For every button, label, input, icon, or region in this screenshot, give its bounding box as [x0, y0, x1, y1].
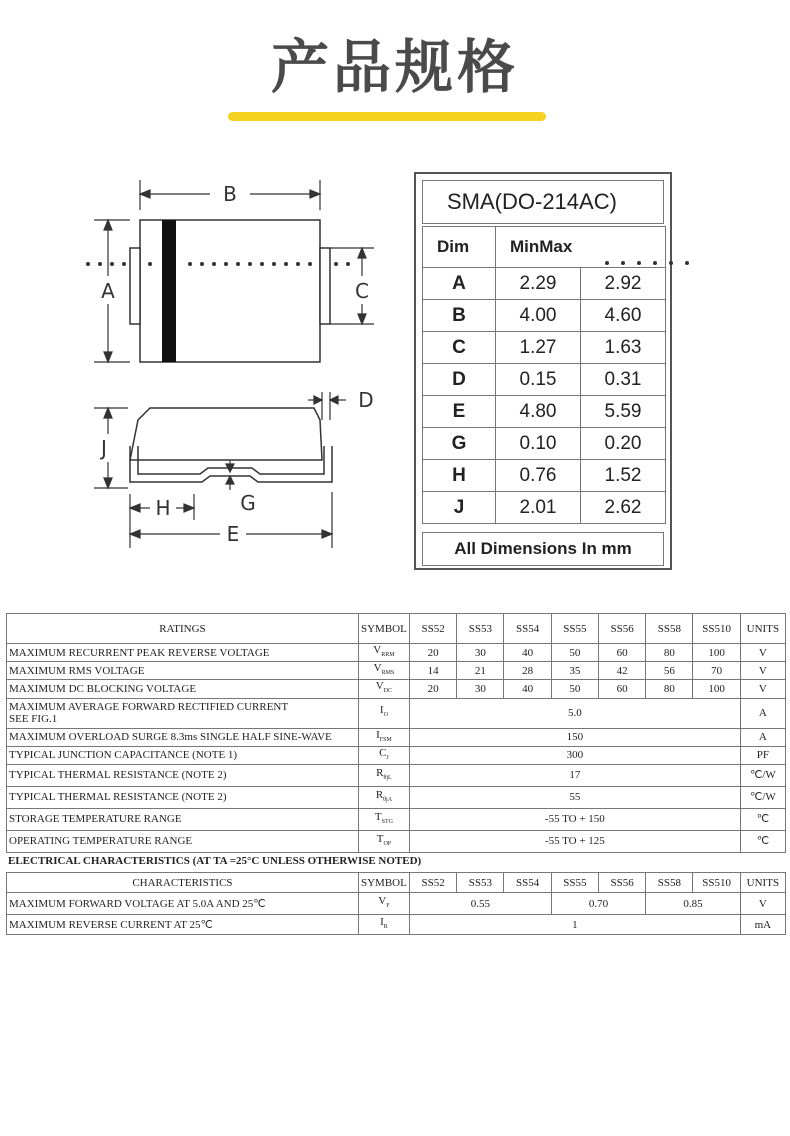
- unit-cell: V: [740, 680, 785, 698]
- package-outline-drawing: [70, 170, 390, 570]
- unit-cell: ℃: [740, 830, 785, 852]
- dimension-grid: [422, 226, 666, 524]
- value-span: 55: [409, 786, 740, 808]
- value-group: 0.70: [551, 893, 646, 915]
- value-cell: 50: [551, 680, 598, 698]
- dim-min: 4.00: [496, 300, 581, 332]
- table-row: [7, 808, 786, 830]
- model-header: SS510: [693, 873, 740, 893]
- rating-name: TYPICAL JUNCTION CAPACITANCE (NOTE 1): [7, 746, 359, 764]
- dotted-leader: [603, 258, 699, 268]
- units-header: UNITS: [740, 614, 785, 644]
- dimension-footer: All Dimensions In mm: [422, 532, 664, 566]
- table-row: [7, 662, 786, 680]
- dim-min: 2.01: [496, 492, 581, 524]
- dim-letter: G: [423, 428, 496, 460]
- dim-label-a: A: [101, 279, 115, 303]
- model-header: SS53: [457, 873, 504, 893]
- dim-row: [423, 460, 666, 492]
- value-cell: 56: [646, 662, 693, 680]
- table-row: [7, 746, 786, 764]
- table-row: [7, 830, 786, 852]
- value-span: 300: [409, 746, 740, 764]
- dim-max: 2.92: [581, 268, 666, 300]
- unit-cell: mA: [740, 915, 785, 935]
- value-span: 1: [409, 915, 740, 935]
- dim-label-g: G: [240, 491, 256, 515]
- value-cell: 60: [598, 644, 645, 662]
- value-cell: 28: [504, 662, 551, 680]
- symbol-cell: $I_R$: [358, 915, 409, 935]
- symbol-cell: $I_O$: [358, 698, 409, 728]
- rating-name: TYPICAL THERMAL RESISTANCE (NOTE 2): [7, 786, 359, 808]
- symbol-cell: $V_{RRM}$: [358, 644, 409, 662]
- rating-name: MAXIMUM RECURRENT PEAK REVERSE VOLTAGE: [7, 644, 359, 662]
- rating-name: MAXIMUM OVERLOAD SURGE 8.3ms SINGLE HALF SINE-WAVE: [7, 728, 359, 746]
- model-header: SS52: [409, 614, 456, 644]
- dim-max: 2.62: [581, 492, 666, 524]
- value-cell: 20: [409, 680, 456, 698]
- value-cell: 40: [504, 680, 551, 698]
- minmax-header: MinMax: [496, 227, 666, 268]
- model-header: SS53: [457, 614, 504, 644]
- units-header: UNITS: [740, 873, 785, 893]
- dim-label-b: B: [223, 182, 237, 206]
- electrical-table: [6, 872, 786, 935]
- unit-cell: V: [740, 893, 785, 915]
- unit-cell: ℃/W: [740, 786, 785, 808]
- value-span: 17: [409, 764, 740, 786]
- dim-row: [423, 300, 666, 332]
- value-cell: 30: [457, 644, 504, 662]
- dim-letter: H: [423, 460, 496, 492]
- dim-min: 2.29: [496, 268, 581, 300]
- dim-row: [423, 492, 666, 524]
- page-title: 产品规格: [270, 33, 519, 101]
- symbol-cell: $V_F$: [358, 893, 409, 915]
- table-row: [7, 698, 786, 728]
- symbol-cell: $C_J$: [358, 746, 409, 764]
- unit-cell: ℃/W: [740, 764, 785, 786]
- value-span: -55 TO + 150: [409, 808, 740, 830]
- table-row: [7, 893, 786, 915]
- unit-cell: A: [740, 698, 785, 728]
- unit-cell: A: [740, 728, 785, 746]
- dim-label-e: E: [226, 522, 240, 546]
- unit-cell: ℃: [740, 808, 785, 830]
- dim-letter: E: [423, 396, 496, 428]
- value-cell: 21: [457, 662, 504, 680]
- ratings-header-row: [7, 614, 786, 644]
- model-header: SS55: [551, 873, 598, 893]
- symbol-cell: $T_{STG}$: [358, 808, 409, 830]
- symbol-cell: $R_{\theta jL}$: [358, 764, 409, 786]
- dim-max: 1.52: [581, 460, 666, 492]
- rating-name: MAXIMUM DC BLOCKING VOLTAGE: [7, 680, 359, 698]
- model-header: SS54: [504, 614, 551, 644]
- ratings-table: [6, 613, 786, 853]
- dim-min: 0.76: [496, 460, 581, 492]
- value-cell: 40: [504, 644, 551, 662]
- electrical-header-row: [7, 873, 786, 893]
- dim-label-h: H: [155, 496, 171, 520]
- value-cell: 80: [646, 680, 693, 698]
- dim-min: 0.10: [496, 428, 581, 460]
- model-header: SS55: [551, 614, 598, 644]
- dim-header: Dim: [423, 227, 496, 268]
- rating-name: OPERATING TEMPERATURE RANGE: [7, 830, 359, 852]
- model-header: SS52: [409, 873, 456, 893]
- value-cell: 60: [598, 680, 645, 698]
- dim-letter: D: [423, 364, 496, 396]
- table-row: [7, 644, 786, 662]
- unit-cell: PF: [740, 746, 785, 764]
- model-header: SS58: [646, 614, 693, 644]
- value-cell: 30: [457, 680, 504, 698]
- value-span: 150: [409, 728, 740, 746]
- value-cell: 100: [693, 680, 740, 698]
- symbol-cell: $V_{RMS}$: [358, 662, 409, 680]
- characteristic-name: MAXIMUM REVERSE CURRENT AT 25℃: [7, 915, 359, 935]
- symbol-cell: $R_{\theta jA}$: [358, 786, 409, 808]
- dimension-table: [414, 172, 672, 570]
- table-row: [7, 728, 786, 746]
- dim-row: [423, 428, 666, 460]
- ratings-header: RATINGS: [7, 614, 359, 644]
- dim-row: [423, 268, 666, 300]
- dim-max: 5.59: [581, 396, 666, 428]
- dim-max: 0.31: [581, 364, 666, 396]
- dim-row: [423, 332, 666, 364]
- dim-label-d: D: [358, 388, 374, 412]
- value-span: -55 TO + 125: [409, 830, 740, 852]
- package-name: SMA(DO-214AC): [422, 180, 664, 224]
- value-cell: 50: [551, 644, 598, 662]
- electrical-heading: ELECTRICAL CHARACTERISTICS (AT TA =25°C UNLESS OTHERWISE NOTED): [8, 855, 422, 867]
- symbol-header: SYMBOL: [358, 614, 409, 644]
- value-cell: 100: [693, 644, 740, 662]
- rating-name: MAXIMUM RMS VOLTAGE: [7, 662, 359, 680]
- dim-letter: A: [423, 268, 496, 300]
- title-underline: [228, 112, 546, 121]
- symbol-cell: $V_{DC}$: [358, 680, 409, 698]
- cathode-band: [162, 220, 176, 362]
- model-header: SS56: [598, 614, 645, 644]
- value-cell: 70: [693, 662, 740, 680]
- table-row: [7, 680, 786, 698]
- dim-row: [423, 396, 666, 428]
- dim-min: 0.15: [496, 364, 581, 396]
- symbol-cell: $T_{OP}$: [358, 830, 409, 852]
- dim-max: 1.63: [581, 332, 666, 364]
- value-span: 5.0: [409, 698, 740, 728]
- dim-row: [423, 364, 666, 396]
- characteristics-header: CHARACTERISTICS: [7, 873, 359, 893]
- value-group: 0.55: [409, 893, 551, 915]
- unit-cell: V: [740, 644, 785, 662]
- dim-min: 1.27: [496, 332, 581, 364]
- symbol-header: SYMBOL: [358, 873, 409, 893]
- dim-max: 4.60: [581, 300, 666, 332]
- dim-letter: B: [423, 300, 496, 332]
- value-cell: 35: [551, 662, 598, 680]
- value-group: 0.85: [646, 893, 741, 915]
- rating-name: TYPICAL THERMAL RESISTANCE (NOTE 2): [7, 764, 359, 786]
- table-row: [7, 764, 786, 786]
- symbol-cell: $I_{FSM}$: [358, 728, 409, 746]
- dim-letter: C: [423, 332, 496, 364]
- rating-name: STORAGE TEMPERATURE RANGE: [7, 808, 359, 830]
- value-cell: 14: [409, 662, 456, 680]
- value-cell: 20: [409, 644, 456, 662]
- model-header: SS56: [598, 873, 645, 893]
- dim-max: 0.20: [581, 428, 666, 460]
- characteristic-name: MAXIMUM FORWARD VOLTAGE AT 5.0A AND 25℃: [7, 893, 359, 915]
- value-cell: 42: [598, 662, 645, 680]
- model-header: SS510: [693, 614, 740, 644]
- model-header: SS54: [504, 873, 551, 893]
- unit-cell: V: [740, 662, 785, 680]
- model-header: SS58: [646, 873, 693, 893]
- value-cell: 80: [646, 644, 693, 662]
- table-row: [7, 915, 786, 935]
- table-row: [7, 786, 786, 808]
- dim-letter: J: [423, 492, 496, 524]
- rating-name: MAXIMUM AVERAGE FORWARD RECTIFIED CURRENT SEE FIG.1: [7, 698, 359, 728]
- dim-label-c: C: [355, 279, 369, 303]
- dim-label-j: J: [101, 436, 107, 460]
- dim-min: 4.80: [496, 396, 581, 428]
